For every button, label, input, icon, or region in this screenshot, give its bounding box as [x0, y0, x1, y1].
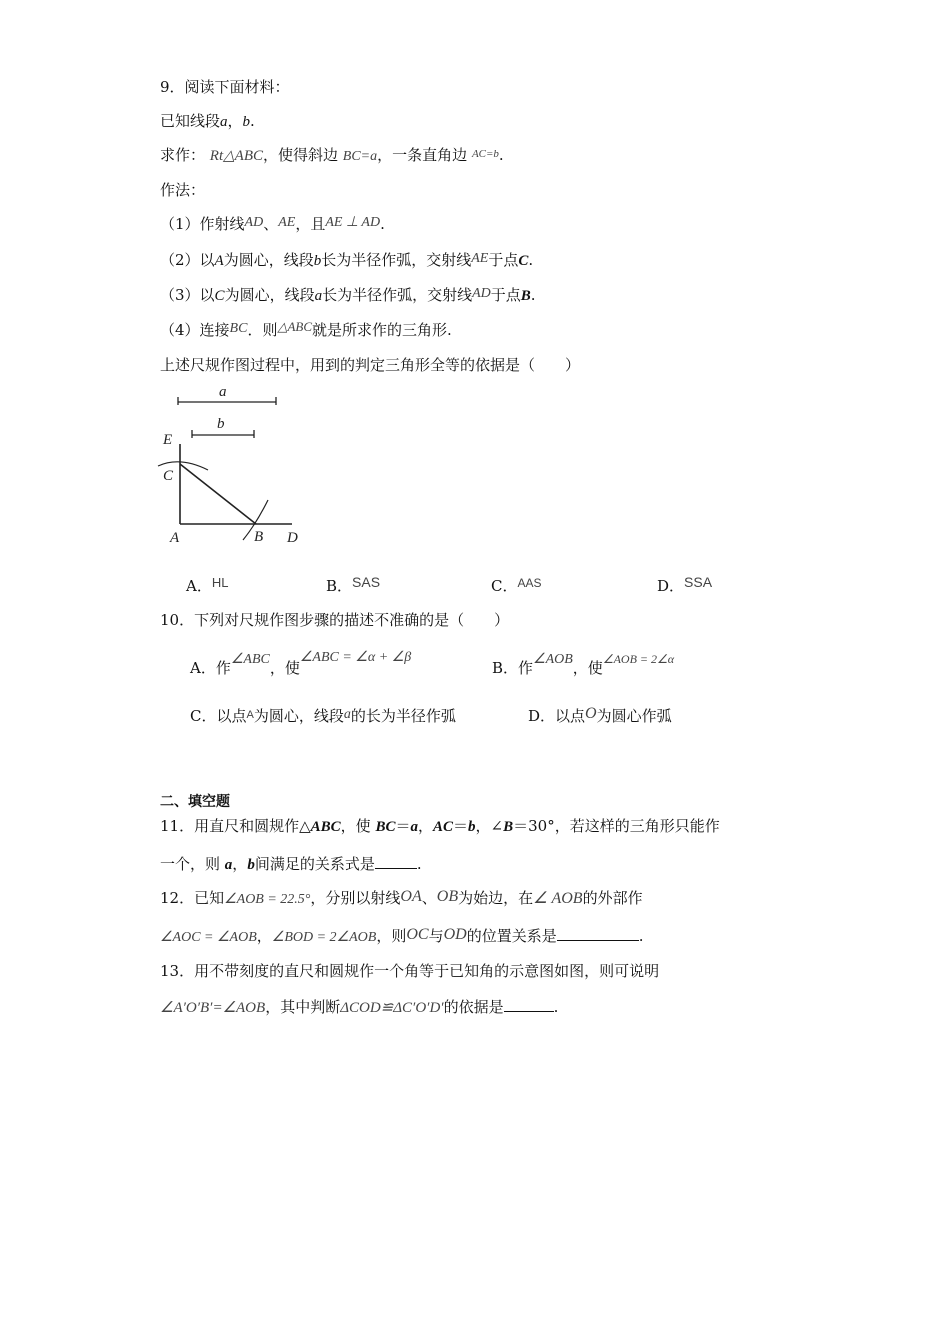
q10-option-a-rel: ∠ABC = ∠α + ∠β — [299, 650, 412, 665]
q11-text-b: ，使 — [340, 817, 371, 835]
q11-line1 — [160, 816, 720, 837]
label-E: E — [163, 432, 173, 448]
q12-answer-blank[interactable] — [557, 926, 639, 941]
q13-cong: ΔCOD≌ΔC′O′D′ — [340, 1000, 444, 1016]
q13-line2-end: . — [553, 998, 559, 1016]
q11-line2-text-a: 一个，则 — [160, 855, 221, 873]
q13-text-b: 的依据是 — [443, 998, 504, 1016]
q9-step4-text-a: （4）连接 — [160, 321, 230, 339]
q9-step3-B: B — [520, 288, 531, 304]
q9-step3-end: . — [530, 286, 536, 304]
label-a: a — [219, 384, 227, 400]
q9-make-mid2: ，一条直角边 — [377, 146, 468, 164]
q9-make-bc: BC=a — [342, 149, 378, 164]
label-C: C — [163, 468, 174, 484]
q12-oc: OC — [406, 926, 429, 943]
q12-line2-text-c: 的位置关系是 — [466, 927, 557, 945]
q9-option-b[interactable] — [326, 576, 380, 596]
q12-line2 — [160, 926, 644, 948]
q9-option-c-value: AAS — [517, 576, 542, 590]
q9-option-a[interactable] — [186, 576, 228, 597]
q10-option-b-mid: ，使 — [572, 659, 603, 677]
q10-option-b[interactable] — [492, 652, 675, 680]
q9-step2-text-a: （2）以 — [160, 251, 215, 269]
q10-option-c[interactable] — [190, 706, 456, 728]
q10-title: 10．下列对尺规作图步骤的描述不准确的是（ ） — [160, 611, 510, 629]
q9-option-c[interactable] — [491, 576, 542, 597]
q9-method-label: 作法： — [160, 181, 206, 199]
q11-text-d: ，∠ — [475, 817, 504, 835]
q9-step2 — [160, 250, 533, 272]
q11-line2-b-var: b — [247, 857, 255, 873]
q9-known-sep: ， — [227, 112, 243, 130]
q9-step4-text-b: ．则 — [247, 321, 278, 339]
q9-step2-bvar: b — [313, 253, 322, 269]
q10-option-c-text-a: C．以点 — [190, 707, 247, 725]
q9-make-mid: ，使得斜边 — [263, 146, 339, 164]
q9-make-end: . — [498, 146, 504, 164]
q9-step2-ae: AE — [471, 251, 489, 266]
q9-step4 — [160, 320, 452, 342]
q9-step3-text-b: 为圆心，线段 — [224, 286, 315, 304]
q9-step3-ad: AD — [472, 286, 491, 301]
label-B: B — [254, 529, 264, 545]
q9-title: 9．阅读下面材料： — [160, 78, 290, 96]
q9-make — [160, 145, 504, 167]
q13-line1: 13．用不带刻度的直尺和圆规作一个角等于已知角的示意图如图，则可说明 — [160, 962, 660, 980]
q13-answer-blank[interactable] — [504, 997, 554, 1012]
q11-eq2: ＝ — [453, 817, 469, 835]
q12-aoc: ∠AOC = ∠AOB — [160, 930, 257, 945]
q9-figure — [150, 378, 320, 548]
q11-a-var: a — [410, 819, 418, 835]
q10-option-b-angle: ∠AOB — [533, 652, 573, 667]
q13-eq: ∠A′O′B′=∠AOB — [160, 1000, 266, 1016]
q11-line2-a-var: a — [224, 857, 233, 873]
q11-answer-blank[interactable] — [375, 854, 417, 869]
q10-option-a[interactable] — [190, 650, 412, 680]
q9-step4-tri: △ABC — [277, 319, 313, 334]
q12-line1 — [160, 888, 643, 910]
q10-option-d-text-a: D．以点 — [528, 707, 586, 725]
q9-step3-text-d: 于点 — [490, 286, 521, 304]
q11-line2 — [160, 854, 422, 875]
q9-step1-text: （1）作射线 — [160, 215, 245, 233]
q9-step1-ae: AE — [278, 215, 296, 230]
label-b: b — [217, 416, 225, 432]
q9-step1 — [160, 214, 385, 236]
q9-step2-end: . — [528, 251, 534, 269]
q9-step4-text-c: 就是所求作的三角形. — [312, 321, 452, 339]
q9-make-label: 求作： — [160, 146, 206, 164]
q10-option-c-text-c: 的长为半径作弧 — [350, 707, 456, 725]
q11-bc: BC — [375, 819, 396, 835]
q10-option-c-var: a — [343, 707, 351, 722]
q9-step4-bc: BC — [229, 321, 248, 336]
q9-option-a-value: HL — [211, 575, 229, 590]
q10-option-b-letter: B．作 — [492, 659, 534, 677]
q9-option-b-value: SAS — [352, 574, 381, 590]
q9-step3-C: C — [214, 288, 225, 304]
q9-option-d-value: SSA — [684, 574, 713, 590]
q11-line2-end: . — [416, 855, 422, 873]
q12-text-b: ，分别以射线 — [310, 889, 401, 907]
q11-eq1: ＝ — [395, 817, 411, 835]
q9-step1-perp: AE ⊥ AD — [325, 215, 381, 230]
q13-line2 — [160, 997, 558, 1018]
q11-text-e: ＝30°，若这样的三角形只能作 — [513, 817, 720, 835]
q12-text-a: 12．已知 — [160, 889, 225, 907]
q10-option-a-letter: A．作 — [190, 659, 231, 677]
q9-step2-text-d: 于点 — [488, 251, 519, 269]
segment-BC — [180, 464, 256, 524]
q12-bod: ∠BOD = 2∠AOB — [271, 930, 377, 945]
q12-angle: ∠AOB = 22.5° — [224, 892, 311, 907]
q11-line2-sep: ， — [232, 855, 248, 873]
q9-step1-sep: 、 — [263, 215, 279, 233]
q12-text-d: 的外部作 — [582, 889, 643, 907]
q12-ob: OB — [436, 888, 459, 905]
q9-step1-mid: ，且 — [295, 215, 326, 233]
q9-question: 上述尺规作图过程中，用到的判定三角形全等的依据是（ ） — [160, 356, 581, 374]
q10-option-d[interactable] — [528, 706, 672, 727]
q13-text-a: ，其中判断 — [265, 998, 341, 1016]
q10-option-c-point: A — [246, 709, 254, 721]
q9-make-tri: Rt△ABC — [209, 148, 263, 164]
q12-line2-text-a: ，则 — [376, 927, 407, 945]
q9-step1-end: . — [380, 215, 385, 233]
q9-known-a: a — [220, 114, 228, 130]
q9-step3-text-a: （3）以 — [160, 286, 215, 304]
q12-oa: OA — [400, 888, 422, 905]
q9-make-ac: AC=b — [471, 148, 499, 160]
q12-aob: ∠ AOB — [533, 890, 583, 907]
q12-od: OD — [443, 926, 467, 943]
q12-line2-text-b: 与 — [428, 927, 444, 945]
q9-step2-C: C — [518, 253, 529, 269]
q10-option-d-text-b: 为圆心作弧 — [596, 707, 672, 725]
q12-sep: 、 — [421, 889, 437, 907]
q9-step2-text-c: 长为半径作弧，交射线 — [321, 251, 472, 269]
q9-known-end: . — [250, 112, 255, 130]
q9-option-b-letter: B． — [326, 577, 353, 595]
q9-option-d-letter: D． — [657, 577, 685, 595]
q11-line2-text-b: 间满足的关系式是 — [254, 855, 375, 873]
q10-option-b-rel: ∠AOB = 2∠α — [602, 652, 675, 666]
q11-B: B — [503, 819, 514, 835]
label-A: A — [170, 530, 180, 546]
q11-text-c: ， — [417, 817, 433, 835]
q9-option-c-letter: C． — [491, 577, 518, 595]
q9-known-b: b — [242, 114, 251, 130]
q12-line2-end: . — [638, 927, 644, 945]
q9-step3 — [160, 285, 536, 307]
q11-text-a: 11．用直尺和圆规作△ — [160, 817, 311, 835]
q9-option-d[interactable] — [657, 576, 712, 596]
q9-option-a-letter: A． — [186, 577, 212, 595]
q12-text-c: 为始边，在 — [458, 889, 534, 907]
q10-option-a-angle: ∠ABC — [230, 652, 270, 667]
q10-option-c-text-b: 为圆心，线段 — [253, 707, 344, 725]
q9-step2-A: A — [214, 253, 224, 269]
q9-step2-text-b: 为圆心，线段 — [223, 251, 314, 269]
q10-option-d-point: O — [585, 705, 597, 722]
q9-step3-avar: a — [314, 288, 323, 304]
q9-known — [160, 111, 255, 132]
q10-option-a-mid: ，使 — [269, 659, 300, 677]
q9-step1-ad: AD — [244, 215, 264, 230]
q11-abc: ABC — [310, 819, 341, 835]
q9-known-text: 已知线段 — [160, 112, 221, 130]
q11-ac: AC — [432, 819, 453, 835]
q9-step3-text-c: 长为半径作弧，交射线 — [322, 286, 473, 304]
label-D: D — [287, 530, 298, 546]
section-fill-in-title: 二、填空题 — [160, 794, 230, 810]
q11-b-var: b — [468, 819, 476, 835]
q12-line2-sep: ， — [256, 927, 272, 945]
